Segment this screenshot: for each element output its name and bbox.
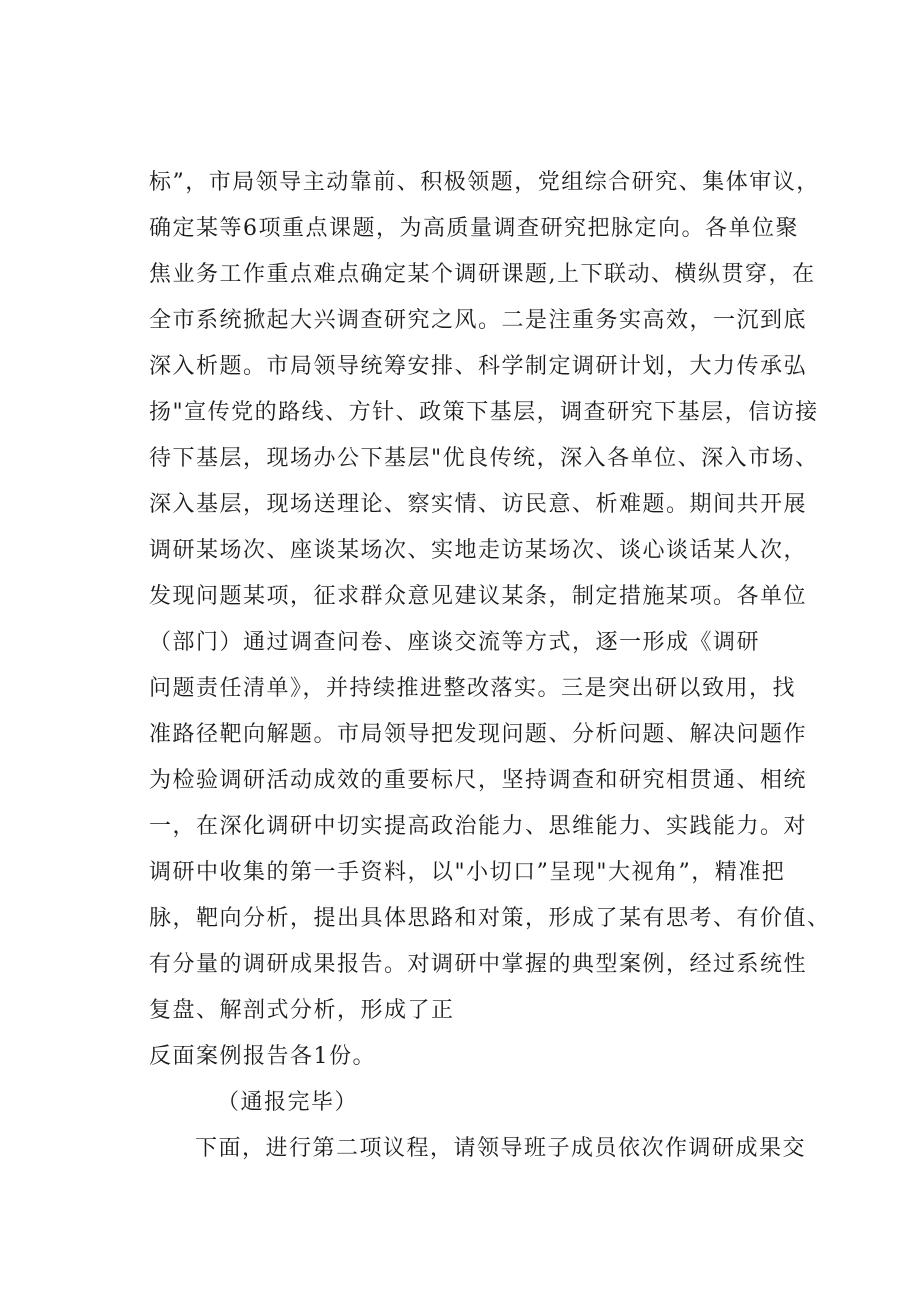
- text-line: 反面案例报告各1份。: [149, 1044, 376, 1069]
- text-line: 确定某等6项重点课题，为高质量调查研究把脉定向。各单位聚: [149, 216, 799, 241]
- text-line: 为检验调研活动成效的重要标尺，坚持调查和研究相贯通、相统: [149, 768, 808, 793]
- text-line: 待下基层，现场办公下基层"优良传统，深入各单位、深入市场、: [149, 446, 819, 471]
- text-line: 问题责任清单》，并持续推进整改落实。三是突出研以致用，找: [149, 676, 797, 701]
- text-line: 全市系统掀起大兴调查研究之风。二是注重务实高效，一沉到底: [149, 308, 808, 333]
- text-line: 深入基层，现场送理论、察实情、访民意、析难题。期间共开展: [149, 492, 808, 517]
- text-line: 一，在深化调研中切实提高政治能力、思维能力、实践能力。对: [149, 814, 808, 839]
- text-line: 调研中收集的第一手资料，以"小切口”呈现"大视角”，精准把: [149, 860, 786, 885]
- text-line: 复盘、解剖式分析，形成了正: [149, 998, 455, 1023]
- text-line: 有分量的调研成果报告。对调研中掌握的典型案例，经过系统性: [149, 952, 808, 977]
- text-line: 准路径靶向解题。市局领导把发现问题、分析问题、解决问题作: [149, 722, 808, 747]
- closing-note: （通报完毕）: [217, 1090, 359, 1115]
- text-line: （部门）通过调查问卷、座谈交流等方式，逐一形成《调研: [149, 630, 761, 655]
- text-line: 标”，市局领导主动靠前、积极领题，党组综合研究、集体审议，: [149, 170, 820, 195]
- text-line: 焦业务工作重点难点确定某个调研课题,上下联动、横纵贯穿，在: [149, 262, 816, 287]
- text-line: 深入析题。市局领导统筹安排、科学制定调研计划，大力传承弘: [149, 354, 808, 379]
- text-line: 调研某场次、座谈某场次、实地走访某场次、谈心谈话某人次，: [149, 538, 808, 563]
- text-line: 扬"宣传党的路线、方针、政策下基层，调查研究下基层，信访接: [149, 400, 819, 425]
- text-line: 发现问题某项，征求群众意见建议某条，制定措施某项。各单位: [149, 584, 808, 609]
- document-body: [149, 160, 829, 1172]
- next-paragraph: 下面，进行第二项议程，请领导班子成员依次作调研成果交: [195, 1136, 807, 1161]
- text-line: 脉，靶向分析，提出具体思路和对策，形成了某有思考、有价值、: [149, 906, 831, 931]
